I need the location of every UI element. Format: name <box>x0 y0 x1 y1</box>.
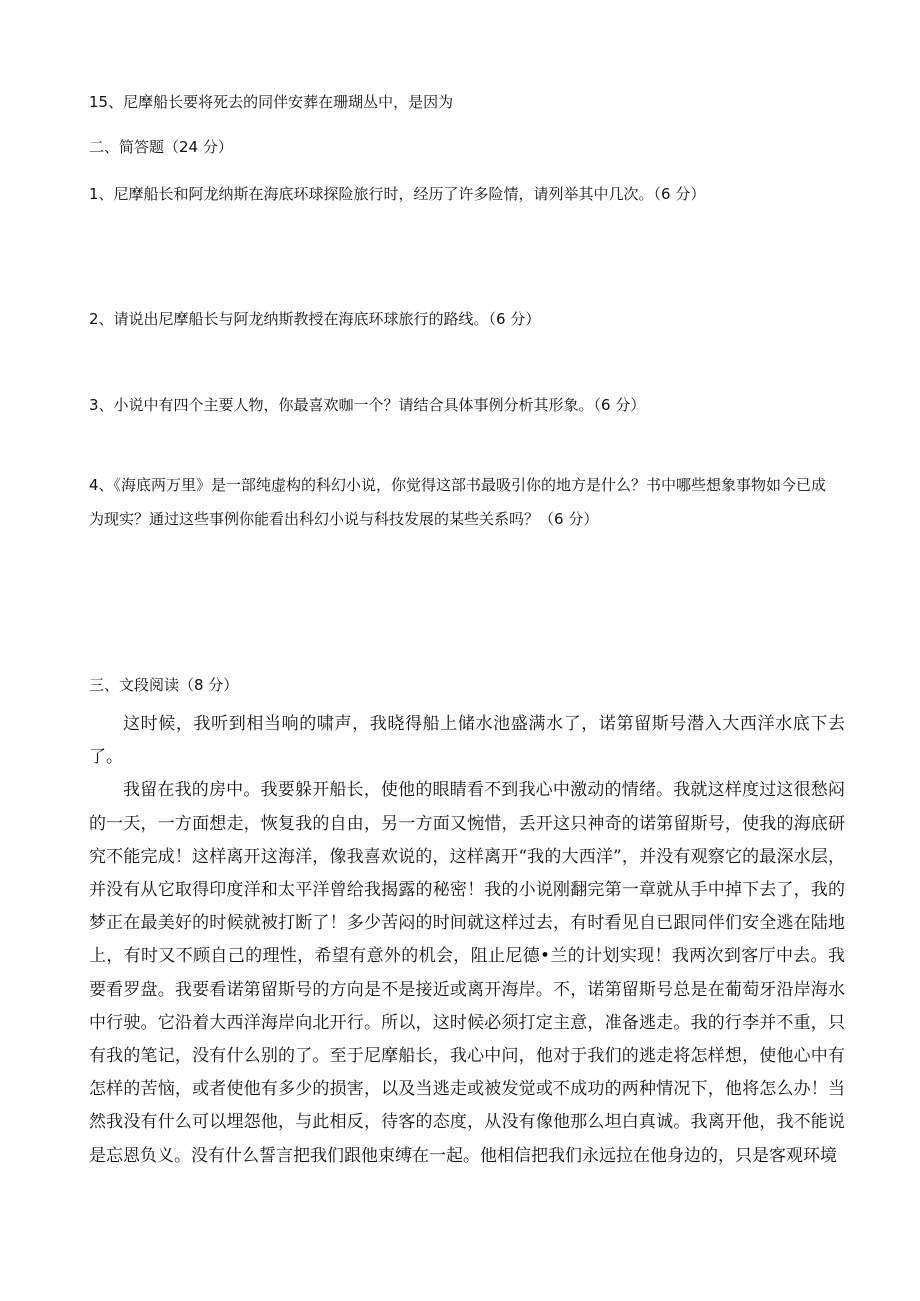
passage-paragraph-1: 这时候，我听到相当响的啸声，我晓得船上储水池盛满水了，诺第留斯号潜入大西洋水底下去了。 <box>89 714 845 768</box>
reading-passage <box>89 708 845 1173</box>
short-answer-question-2: 2、请说出尼摩船长与阿龙纳斯教授在海底环球旅行的路线。（6 分） <box>89 310 541 328</box>
section-heading-short-answer: 二、简答题（24 分） <box>89 138 233 156</box>
short-answer-question-3: 3、小说中有四个主要人物，你最喜欢咖一个？请结合具体事例分析其形象。（6 分） <box>89 396 646 414</box>
passage-paragraph-2: 我留在我的房中。我要躲开船长，使他的眼睛看不到我心中激动的情绪。我就这样度过这很愁闷的一天，一方面想走，恢复我的自由，另一方面又惋惜，丢开这只神奇的诺第留斯号，使我的海底研究不能完成！这样离开这海洋，像我喜欢说的，这样离开“我的大西洋”，并没有观察它的最深水层，并没有从它取得印度洋和太平洋曾给我揭露的秘密！我的小说刚翻完第一章就从手中掉下去了，我的梦正在最美好的时候就被打断了！多少苦闷的时间就这样过去，有时看见自已跟同伴们安全逃在陆地上，有时又不顾自己的理性，希望有意外的机会，阻止尼德•兰的计划实现！我两次到客厅中去。我要看罗盘。我要看诺第留斯号的方向是不是接近或离开海岸。不，诺第留斯号总是在葡萄牙沿岸海水中行驶。它沿着大西洋海岸向北开行。所以，这时候必须打定主意，准备逃走。我的行李并不重，只有我的笔记，没有什么别的了。至于尼摩船长，我心中问，他对于我们的逃走将怎样想，使他心中有怎样的苦恼，或者使他有多少的损害，以及当逃走或被发觉或不成功的两种情况下，他将怎么办！当然我没有什么可以埋怨他，与此相反，待客的态度，从没有像他那么坦白真诚。我离开他，我不能说是忘恩负义。没有什么誓言把我们跟他束缚在一起。他相信把我们永远拉在他身边的，只是客观环境 <box>89 780 845 1166</box>
section-heading-passage-reading: 三、文段阅读（8 分） <box>89 676 239 694</box>
question-15: 15、尼摩船长要将死去的同伴安葬在珊瑚丛中，是因为 <box>89 93 454 111</box>
short-answer-question-1: 1、尼摩船长和阿龙纳斯在海底环球探险旅行时，经历了许多险情，请列举其中几次。（6 分） <box>89 185 706 203</box>
short-answer-question-4: 4、《海底两万里》是一部纯虚构的科幻小说，你觉得这部书最吸引你的地方是什么？书中哪些想象事物如今已成为现实？通过这些事例你能看出科幻小说与科技发展的某些关系吗？（6 分） <box>89 476 827 528</box>
